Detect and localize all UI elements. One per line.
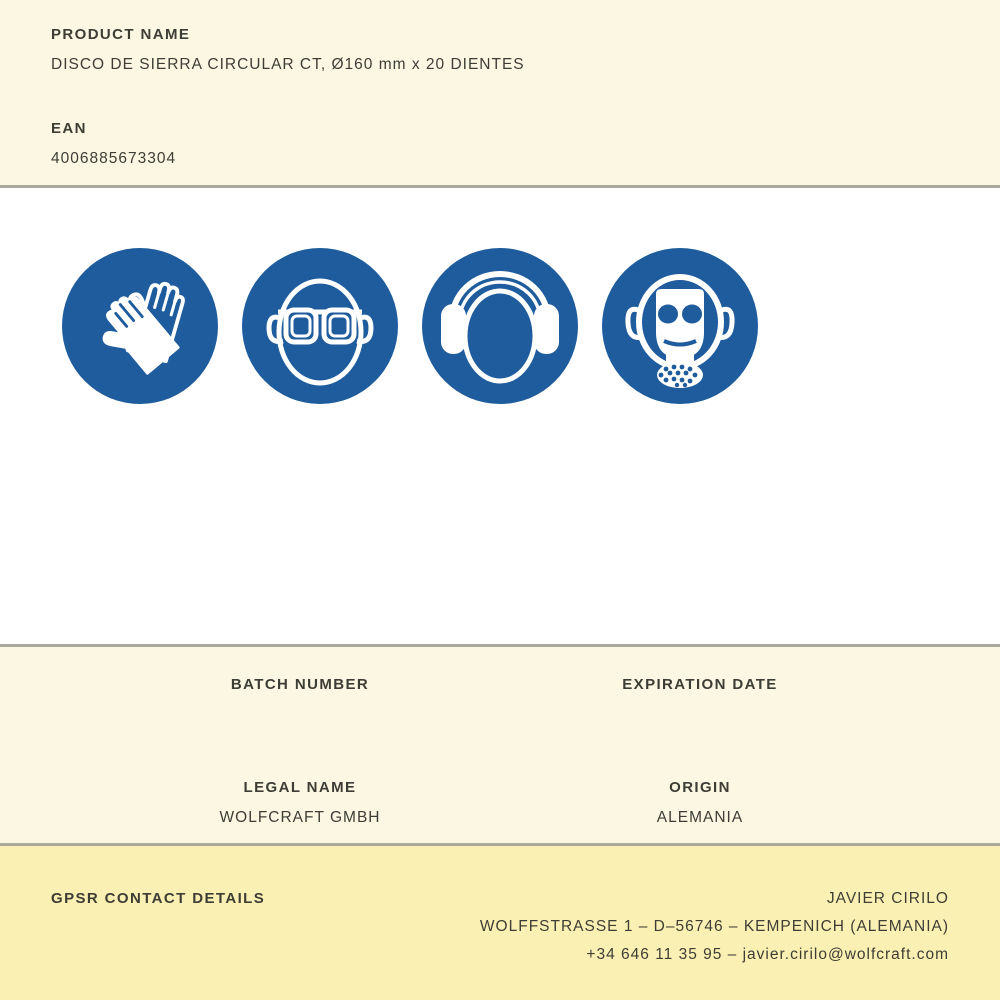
- contact-address: WOLFFSTRASSE 1 – D–56746 – KEMPENICH (ALEMANIA): [479, 918, 949, 935]
- gpsr-contact-details: [480, 885, 949, 969]
- legal-name-value: WOLFCRAFT GMBH: [219, 809, 381, 826]
- contact-phone-email: +34 646 11 35 95 – javier.cirilo@wolfcraft.com: [586, 946, 949, 963]
- expiration-date-label: EXPIRATION DATE: [622, 676, 778, 693]
- origin-label: ORIGIN: [669, 779, 731, 796]
- wear-ear-protection-icon: [422, 248, 578, 404]
- contact-person-name: JAVIER CIRILO: [826, 890, 949, 907]
- legal-name-label: LEGAL NAME: [243, 779, 357, 796]
- wear-protective-gloves-icon: [62, 248, 218, 404]
- wear-eye-protection-icon: [242, 248, 398, 404]
- traceability-section: [0, 647, 1000, 843]
- batch-number-label: BATCH NUMBER: [230, 676, 370, 693]
- origin-value: ALEMANIA: [656, 809, 744, 826]
- product-name-label: PRODUCT NAME: [51, 26, 191, 43]
- wear-respiratory-protection-icon: [602, 248, 758, 404]
- ean-block: [51, 120, 949, 168]
- origin-block: [500, 779, 900, 827]
- batch-number-block: [100, 676, 500, 706]
- ean-label: EAN: [51, 120, 87, 137]
- gpsr-contact-label: GPSR CONTACT DETAILS: [51, 890, 266, 907]
- ean-value: 4006885673304: [51, 150, 177, 167]
- product-name-value: DISCO DE SIERRA CIRCULAR CT, Ø160 mm x 20 DIENTES: [51, 56, 525, 73]
- product-info-section: [0, 0, 1000, 185]
- legal-name-block: [100, 779, 500, 827]
- gpsr-contact-section: [0, 846, 1000, 1000]
- expiration-date-block: [500, 676, 900, 706]
- product-name-block: [51, 26, 949, 74]
- safety-icons-section: [0, 188, 1000, 644]
